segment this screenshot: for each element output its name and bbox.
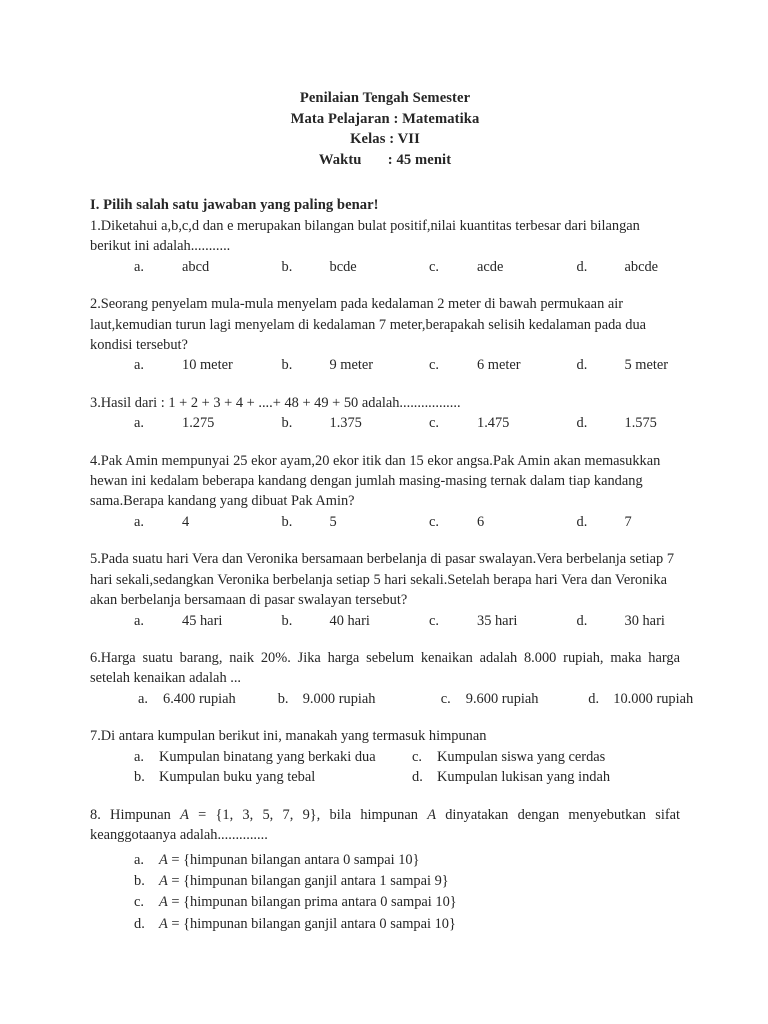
question-7-stem: 7.Di antara kumpulan berikut ini, manakah yang termasuk himpunan bbox=[90, 728, 487, 745]
option-body: = {himpunan bilangan ganjil antara 0 sampai 10} bbox=[167, 915, 456, 932]
question-2 bbox=[90, 294, 680, 376]
option-text: 1.575 bbox=[624, 415, 657, 432]
option-7-b[interactable] bbox=[134, 767, 412, 788]
option-text: 6.400 rupiah bbox=[163, 690, 236, 707]
option-label: b. bbox=[281, 513, 293, 530]
option-label: a. bbox=[138, 690, 148, 707]
option-text: 10.000 rupiah bbox=[613, 690, 694, 707]
option-2-a[interactable] bbox=[134, 355, 282, 375]
option-text: 4 bbox=[182, 513, 190, 530]
option-label: d. bbox=[576, 612, 588, 629]
option-text bbox=[159, 850, 420, 871]
option-4-c[interactable] bbox=[429, 512, 577, 532]
document-header bbox=[90, 88, 680, 170]
question-8 bbox=[90, 805, 680, 935]
question-7-options bbox=[90, 747, 680, 788]
option-text: 9.600 rupiah bbox=[465, 690, 539, 707]
option-label: c. bbox=[429, 415, 439, 432]
question-2-options bbox=[90, 355, 724, 375]
question-3-options bbox=[90, 413, 724, 433]
option-label: c. bbox=[429, 513, 439, 530]
question-5 bbox=[90, 549, 680, 631]
option-7-d[interactable] bbox=[412, 767, 680, 788]
option-label: a. bbox=[134, 258, 144, 275]
option-text: bcde bbox=[329, 258, 357, 275]
option-set-variable: A bbox=[159, 894, 168, 911]
option-label: c. bbox=[412, 748, 422, 765]
option-3-c[interactable] bbox=[429, 413, 577, 433]
option-7-a[interactable] bbox=[134, 747, 412, 768]
question-1-stem: 1.Diketahui a,b,c,d dan e merupakan bilangan bulat positif,nilai kuantitas terbesar dari bilangan berikut ini adalah........... bbox=[90, 218, 640, 255]
option-body: = {himpunan bilangan ganjil antara 1 sampai 9} bbox=[167, 872, 449, 889]
option-2-b[interactable] bbox=[282, 355, 430, 375]
question-6-options bbox=[90, 689, 728, 709]
option-text: Kumpulan binatang yang berkaki dua bbox=[159, 748, 376, 765]
option-text: abcde bbox=[624, 258, 659, 275]
option-label: d. bbox=[576, 415, 588, 432]
option-text: abcd bbox=[182, 258, 210, 275]
option-label: b. bbox=[281, 612, 293, 629]
option-text: Kumpulan lukisan yang indah bbox=[437, 769, 611, 786]
question-1-options bbox=[90, 257, 724, 277]
option-label: c. bbox=[429, 357, 439, 374]
option-text: 30 hari bbox=[624, 612, 665, 629]
option-2-d[interactable] bbox=[577, 355, 725, 375]
option-text: 6 bbox=[477, 513, 485, 530]
option-label: a. bbox=[134, 851, 144, 868]
option-3-b[interactable] bbox=[282, 413, 430, 433]
question-4 bbox=[90, 451, 680, 533]
option-6-d[interactable] bbox=[588, 689, 728, 709]
option-label: a. bbox=[134, 748, 144, 765]
option-6-c[interactable] bbox=[441, 689, 589, 709]
option-6-a[interactable] bbox=[138, 689, 278, 709]
option-text: 5 meter bbox=[624, 357, 669, 374]
question-6-stem: 6.Harga suatu barang, naik 20%. Jika harga sebelum kenaikan adalah 8.000 rupiah, maka harga setelah kenaikan adalah ... bbox=[90, 649, 680, 687]
option-8-a[interactable] bbox=[134, 850, 680, 871]
option-label: b. bbox=[134, 769, 145, 786]
question-8-set-variable-2: A bbox=[427, 806, 436, 823]
option-body: = {himpunan bilangan prima antara 0 sampai 10} bbox=[167, 894, 457, 911]
question-2-stem: 2.Seorang penyelam mula-mula menyelam pada kedalaman 2 meter di bawah permukaan air laut,kemudian turun lagi menyelam di kedalaman 7 meter,berapakah selisih kedalaman pada dua kondisi tersebut? bbox=[90, 296, 647, 354]
option-text: Kumpulan buku yang tebal bbox=[159, 769, 316, 786]
option-label: d. bbox=[412, 769, 423, 786]
option-3-a[interactable] bbox=[134, 413, 282, 433]
option-label: d. bbox=[576, 513, 588, 530]
question-8-stem-part3: dinyatakan dengan menyebutkan sifat keanggotaanya adalah.............. bbox=[90, 806, 680, 844]
header-duration-line: Waktu : 45 menit bbox=[318, 151, 452, 168]
option-1-c[interactable] bbox=[429, 257, 577, 277]
option-4-a[interactable] bbox=[134, 512, 282, 532]
question-7 bbox=[90, 726, 680, 788]
header-title-line: Penilaian Tengah Semester bbox=[299, 90, 471, 106]
header-class-line: Kelas : VII bbox=[350, 131, 420, 147]
header-subject-line: Mata Pelajaran : Matematika bbox=[290, 110, 480, 127]
question-5-options bbox=[90, 611, 724, 631]
option-label: d. bbox=[576, 258, 588, 275]
option-1-d[interactable] bbox=[577, 257, 725, 277]
option-label: c. bbox=[440, 690, 451, 707]
question-6 bbox=[90, 648, 694, 709]
option-text: 40 hari bbox=[329, 612, 370, 629]
question-4-stem: 4.Pak Amin mempunyai 25 ekor ayam,20 ekor itik dan 15 ekor angsa.Pak Amin akan memasukkan hewan ini kedalam beberapa kandang dengan jumlah masing-masing ternak dalam tiap kandang sama.Berapa kandang yang dibuat Pak Amin? bbox=[90, 452, 661, 510]
option-label: b. bbox=[281, 258, 293, 275]
question-8-stem-part1: 8. Himpunan bbox=[90, 806, 181, 823]
option-body: = {himpunan bilangan antara 0 sampai 10} bbox=[167, 851, 420, 868]
option-text: 6 meter bbox=[477, 357, 521, 374]
option-text: 5 bbox=[329, 513, 337, 530]
option-text: 1.275 bbox=[182, 415, 215, 432]
option-set-variable: A bbox=[159, 851, 168, 868]
option-5-d[interactable] bbox=[577, 611, 725, 631]
option-label: d. bbox=[576, 357, 588, 374]
option-5-b[interactable] bbox=[282, 611, 430, 631]
question-3-stem: 3.Hasil dari : 1 + 2 + 3 + 4 + ....+ 48 + 49 + 50 adalah................. bbox=[90, 394, 461, 411]
option-label: a. bbox=[134, 415, 144, 432]
question-4-options bbox=[90, 512, 724, 532]
option-5-c[interactable] bbox=[429, 611, 577, 631]
option-text bbox=[159, 892, 457, 913]
question-5-stem: 5.Pada suatu hari Vera dan Veronika bersamaan berbelanja di pasar swalayan.Vera berbelanja setiap 7 hari sekali,sedangkan Veronika berbelanja setiap 5 hari sekali.Setelah berapa hari Vera dan Veronika akan berbelanja bersamaan di pasar swalayan tersebut? bbox=[90, 551, 675, 609]
question-8-stem-part2: = {1, 3, 5, 7, 9}, bila himpunan bbox=[188, 806, 428, 823]
option-5-a[interactable] bbox=[134, 611, 282, 631]
question-8-options bbox=[90, 850, 680, 936]
option-label: a. bbox=[134, 612, 144, 629]
option-label: a. bbox=[134, 513, 144, 530]
option-text: 10 meter bbox=[182, 357, 233, 374]
option-label: b. bbox=[277, 690, 289, 707]
option-6-b[interactable] bbox=[278, 689, 441, 709]
option-set-variable: A bbox=[159, 915, 168, 932]
option-text bbox=[159, 871, 449, 892]
question-1 bbox=[90, 216, 680, 277]
option-label: d. bbox=[588, 690, 600, 707]
option-8-b[interactable] bbox=[134, 871, 680, 892]
option-label: c. bbox=[429, 612, 439, 629]
option-2-c[interactable] bbox=[429, 355, 577, 375]
question-8-set-variable-1: A bbox=[180, 806, 189, 823]
option-label: d. bbox=[134, 915, 145, 932]
question-3 bbox=[90, 393, 680, 434]
question-8-stem bbox=[90, 805, 680, 846]
option-text: 7 bbox=[624, 513, 632, 530]
option-text: 1.375 bbox=[329, 415, 362, 432]
option-text bbox=[159, 914, 456, 935]
option-text: 1.475 bbox=[477, 415, 510, 432]
option-text: acde bbox=[477, 258, 504, 275]
option-4-d[interactable] bbox=[577, 512, 725, 532]
option-8-c[interactable] bbox=[134, 892, 680, 913]
option-7-c[interactable] bbox=[412, 747, 680, 768]
option-8-d[interactable] bbox=[134, 914, 680, 935]
option-4-b[interactable] bbox=[282, 512, 430, 532]
option-label: b. bbox=[134, 872, 145, 889]
option-text: 9 meter bbox=[329, 357, 374, 374]
option-label: c. bbox=[429, 258, 439, 275]
option-text: 45 hari bbox=[182, 612, 223, 629]
option-text: 35 hari bbox=[477, 612, 518, 629]
option-set-variable: A bbox=[159, 872, 168, 889]
option-label: a. bbox=[134, 357, 144, 374]
option-label: c. bbox=[134, 894, 144, 911]
option-1-a[interactable] bbox=[134, 257, 282, 277]
option-1-b[interactable] bbox=[282, 257, 430, 277]
option-3-d[interactable] bbox=[577, 413, 725, 433]
option-text: Kumpulan siswa yang cerdas bbox=[437, 748, 606, 765]
option-label: b. bbox=[281, 357, 293, 374]
option-text: 9.000 rupiah bbox=[302, 690, 376, 707]
section-heading: I. Pilih salah satu jawaban yang paling benar! bbox=[90, 197, 379, 213]
option-label: b. bbox=[281, 415, 293, 432]
